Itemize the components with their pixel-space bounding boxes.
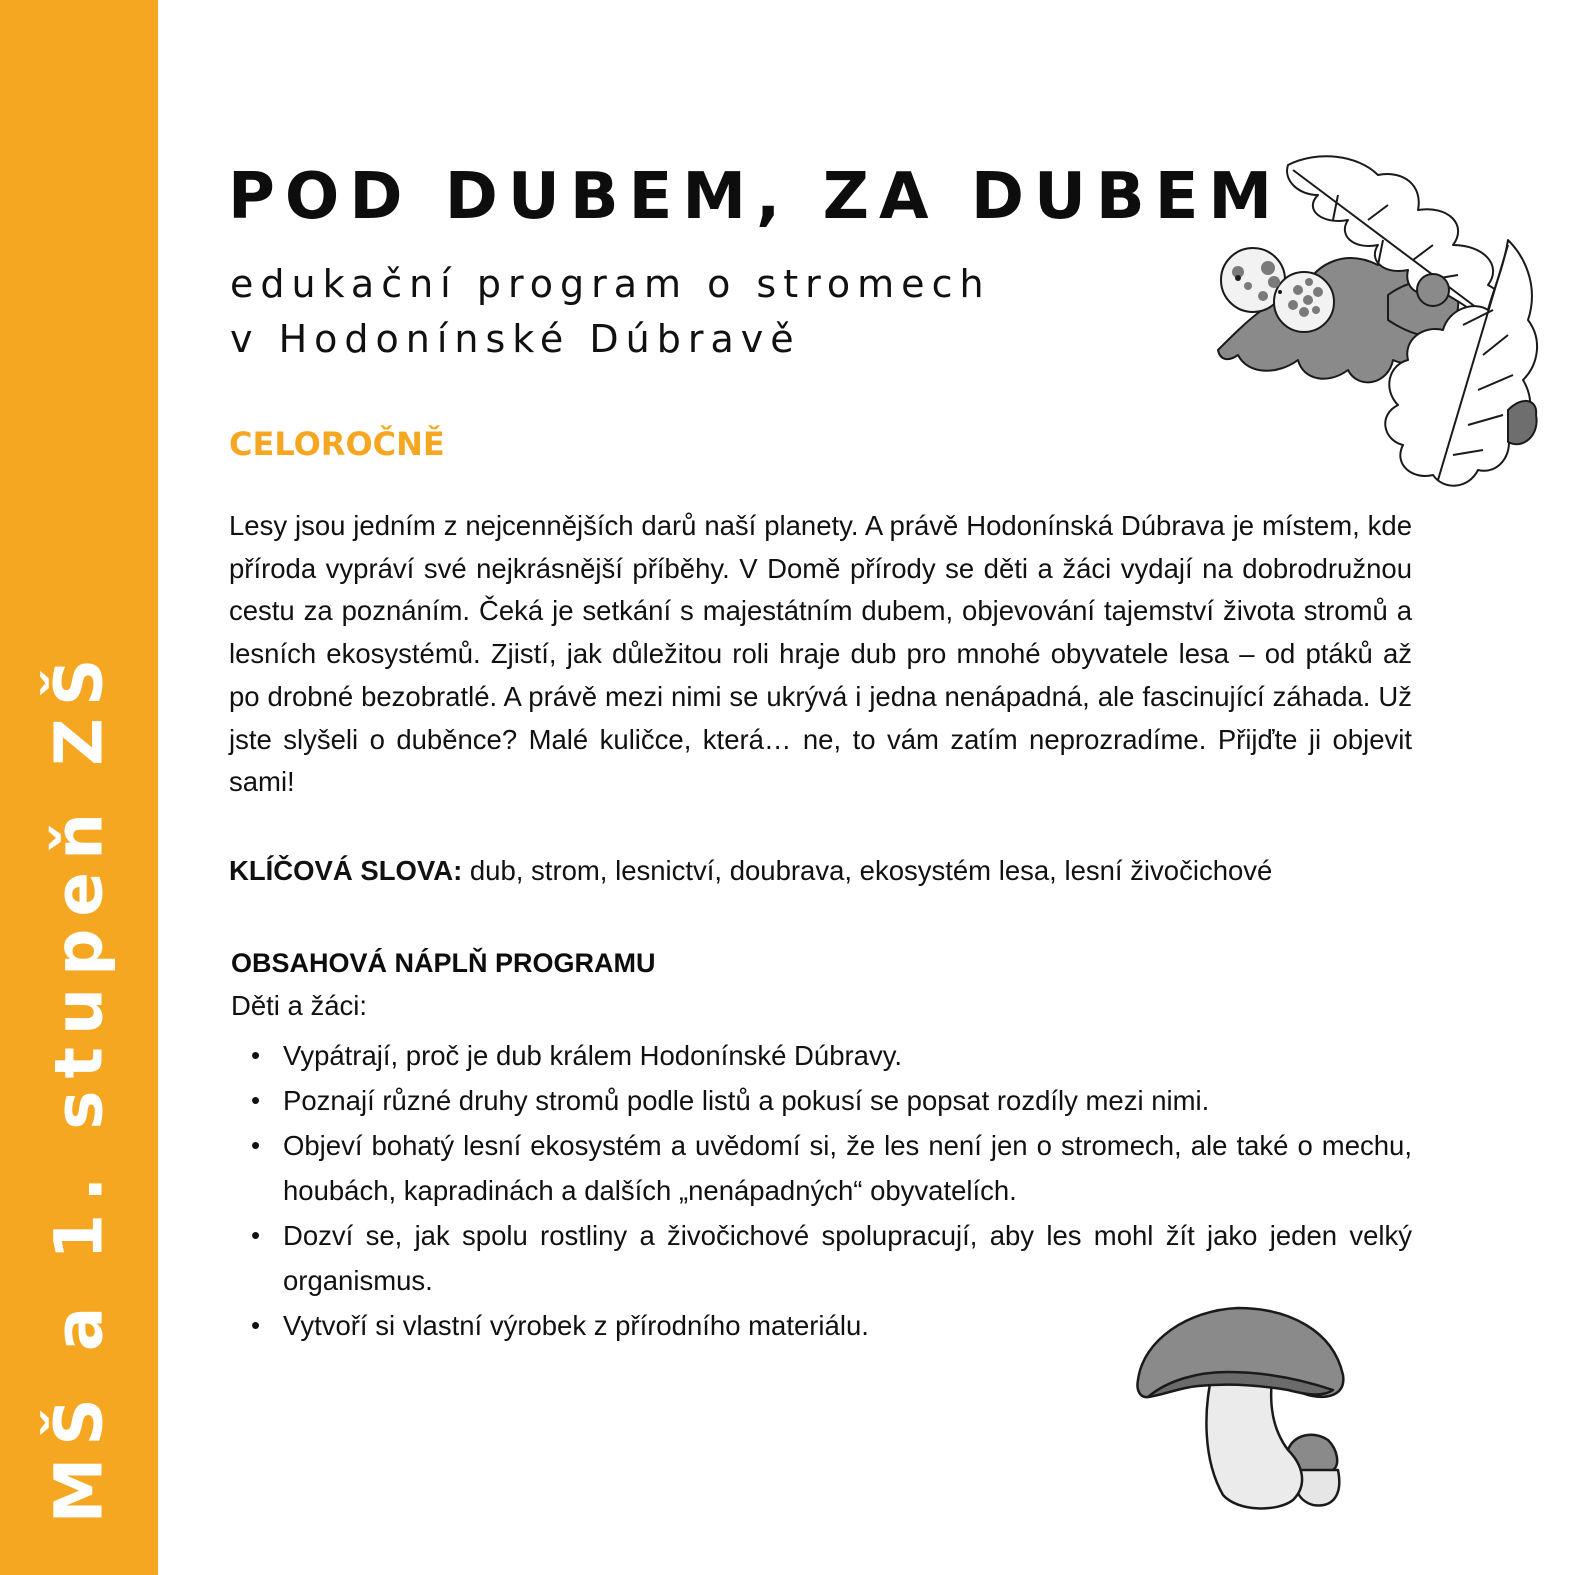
keywords-label: KLÍČOVÁ SLOVA: xyxy=(229,855,463,886)
content-heading: OBSAHOVÁ NÁPLŇ PROGRAMU xyxy=(231,948,656,978)
season-label: CELOROČNĚ xyxy=(229,425,445,463)
audience-label: MŠ a 1. stupeň ZŠ xyxy=(40,646,118,1524)
subtitle-line-1: edukační program o stromech xyxy=(230,262,991,306)
oak-leaves-icon xyxy=(1208,150,1548,495)
list-item-text: Poznají různé druhy stromů podle listů a pokusí se popsat rozdíly mezi nimi. xyxy=(283,1085,1210,1116)
page-title: POD DUBEM, ZA DUBEM xyxy=(228,160,1283,234)
list-item-text: Dozví se, jak spolu rostliny a živočichové spolupracují, aby les mohl žít jako jeden velký organismus. xyxy=(283,1220,1412,1296)
list-item-text: Vytvoří si vlastní výrobek z přírodního materiálu. xyxy=(283,1310,869,1341)
list-item-text: Objeví bohatý lesní ekosystém a uvědomí si, že les není jen o stromech, ale také o mechu, houbách, kapradinách a dalších „nenápadných“ obyvatelích. xyxy=(283,1130,1412,1206)
list-item xyxy=(231,1078,1412,1123)
list-item-text: Vypátrají, proč je dub králem Hodonínské Dúbravy. xyxy=(283,1040,903,1071)
subtitle-line-2: v Hodonínské Dúbravě xyxy=(230,317,801,361)
keywords-value: dub, strom, lesnictví, doubrava, ekosystém lesa, lesní živočichové xyxy=(462,855,1273,886)
intro-paragraph: Lesy jsou jedním z nejcennějších darů naší planety. A právě Hodonínská Dúbrava je místem, kde příroda vypráví své nejkrásnější příběhy. V Domě přírody se děti a žáci vydají na dobrodružnou cestu za poznáním. Čeká je setkání s majestátním dubem, objevování tajemství života stromů a lesních ekosystémů. Zjistí, jak důležitou roli hraje dub pro mnohé obyvatele lesa – od ptáků až po drobné bezobratlé. A právě mezi nimi se ukrývá i jedna nenápadná, ale fascinující záhada. Už jste slyšeli o duběnce? Malé kuličce, která… ne, to vám zatím neprozradíme. Přijďte ji objevit sami! xyxy=(229,510,1412,798)
keywords-line xyxy=(229,851,1419,891)
list-item xyxy=(231,1213,1412,1303)
list-item xyxy=(231,1123,1412,1213)
subtitle xyxy=(230,257,991,367)
sidebar xyxy=(0,0,158,1575)
content-intro: Děti a žáci: xyxy=(231,990,368,1021)
mushroom-icon xyxy=(1128,1300,1358,1515)
list-item xyxy=(231,1033,1412,1078)
